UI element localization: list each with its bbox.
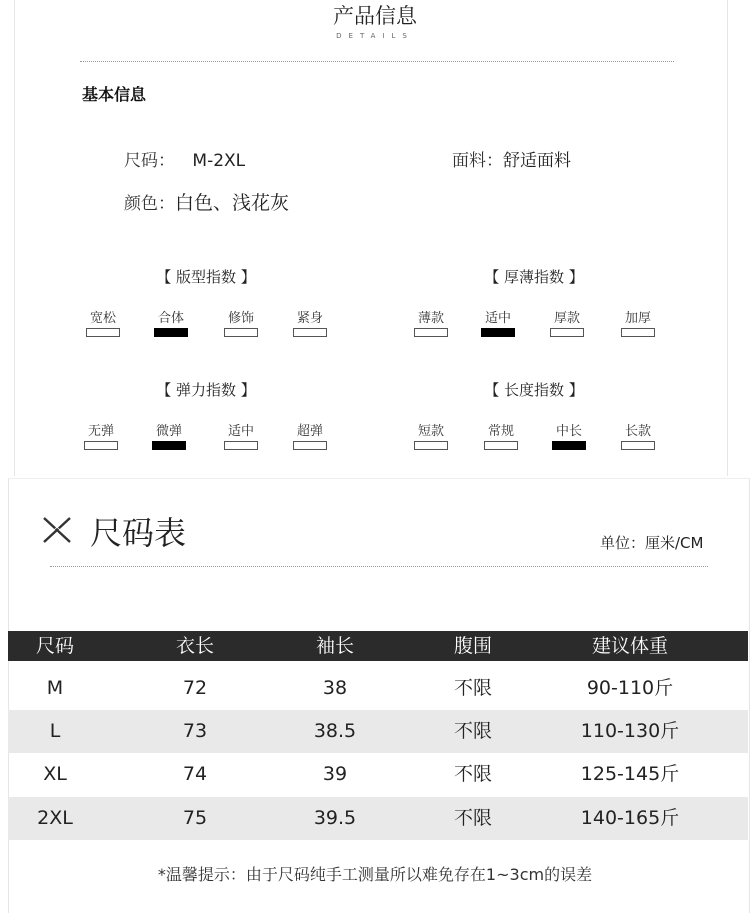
color-label: 颜色： xyxy=(124,194,175,214)
index-option-label: 超弹 xyxy=(296,424,323,439)
product-info-panel xyxy=(14,0,728,476)
table-cell: 90-110斤 xyxy=(586,677,674,699)
index-option-box xyxy=(224,328,258,337)
table-cell: 38.5 xyxy=(313,720,357,742)
table-header-cell: 袖长 xyxy=(315,635,354,657)
index-option-label: 短款 xyxy=(417,424,444,439)
index-option-box xyxy=(224,441,258,450)
index-option-label: 无弹 xyxy=(87,424,114,439)
table-cell: 39 xyxy=(322,763,348,785)
index-option-label: 厚款 xyxy=(553,311,580,326)
index-option-box-selected xyxy=(552,441,586,450)
basic-info-heading: 基本信息 xyxy=(82,85,147,104)
index-option-label: 加厚 xyxy=(624,311,651,326)
size-value: M-2XL xyxy=(192,151,246,171)
index-option-label: 微弹 xyxy=(155,424,182,439)
thickness-index-title: 【 厚薄指数 】 xyxy=(484,268,584,286)
index-option-label: 长款 xyxy=(624,424,651,439)
table-cell: M xyxy=(46,677,64,699)
index-option-label: 薄款 xyxy=(417,311,444,326)
size-chart-divider xyxy=(50,566,708,567)
table-cell: 2XL xyxy=(37,807,73,829)
index-option-box xyxy=(414,441,448,450)
table-cell: XL xyxy=(43,763,67,785)
table-cell: L xyxy=(49,720,61,742)
measurement-note: *温馨提示：由于尺码纯手工测量所以难免存在1~3cm的误差 xyxy=(157,865,593,884)
fabric-info xyxy=(452,146,571,171)
index-option-label: 修饰 xyxy=(227,311,254,326)
index-option-box xyxy=(550,328,584,337)
fabric-label: 面料： xyxy=(452,151,503,171)
table-cell: 72 xyxy=(182,677,208,699)
table-header-cell: 建议体重 xyxy=(591,635,668,657)
index-option-box-selected xyxy=(481,328,515,337)
index-option-box xyxy=(621,328,655,337)
size-info xyxy=(124,146,245,171)
table-row xyxy=(8,753,748,796)
table-cell: 不限 xyxy=(453,807,492,829)
color-value: 白色、浅花灰 xyxy=(175,192,290,214)
table-cell: 74 xyxy=(182,763,208,785)
table-cell: 不限 xyxy=(453,677,492,699)
fabric-value: 舒适面料 xyxy=(503,151,571,171)
size-label: 尺码： xyxy=(124,151,175,171)
unit-label: 单位：厘米/CM xyxy=(600,534,704,552)
table-cell: 73 xyxy=(182,720,208,742)
index-option-box xyxy=(293,328,327,337)
table-row xyxy=(8,667,748,710)
table-cell: 39.5 xyxy=(313,807,357,829)
index-option-box-selected xyxy=(154,328,188,337)
table-cell: 75 xyxy=(182,807,208,829)
table-header-cell: 尺码 xyxy=(35,635,74,657)
table-cell: 38 xyxy=(322,677,348,699)
size-table-header xyxy=(8,631,748,661)
index-option-label: 合体 xyxy=(157,311,184,326)
table-row xyxy=(8,797,748,840)
table-row xyxy=(8,710,748,753)
index-option-label: 紧身 xyxy=(296,311,323,326)
length-index-title: 【 长度指数 】 xyxy=(484,381,584,399)
page-title: 产品信息 xyxy=(333,4,417,28)
index-option-label: 适中 xyxy=(484,311,511,326)
page-subtitle: DETAILS xyxy=(336,32,414,40)
fit-index-title: 【 版型指数 】 xyxy=(156,268,256,286)
table-cell: 不限 xyxy=(453,720,492,742)
table-header-cell: 腹围 xyxy=(453,635,492,657)
index-option-box-selected xyxy=(152,441,186,450)
size-chart-title: 尺码表 xyxy=(90,514,187,552)
index-option-label: 适中 xyxy=(227,424,254,439)
index-option-label: 中长 xyxy=(555,424,582,439)
index-option-box xyxy=(484,441,518,450)
index-option-box xyxy=(414,328,448,337)
scissors-icon xyxy=(40,514,74,546)
color-info xyxy=(124,188,289,215)
elasticity-index-title: 【 弹力指数 】 xyxy=(156,381,256,399)
header-divider xyxy=(80,61,674,62)
table-cell: 不限 xyxy=(453,763,492,785)
table-cell: 110-130斤 xyxy=(580,720,680,742)
table-cell: 125-145斤 xyxy=(580,763,680,785)
index-option-box xyxy=(84,441,118,450)
index-option-box xyxy=(86,328,120,337)
index-option-label: 常规 xyxy=(487,424,514,439)
table-cell: 140-165斤 xyxy=(580,807,680,829)
index-option-box xyxy=(621,441,655,450)
table-header-cell: 衣长 xyxy=(175,635,214,657)
index-option-box xyxy=(293,441,327,450)
index-option-label: 宽松 xyxy=(89,311,116,326)
